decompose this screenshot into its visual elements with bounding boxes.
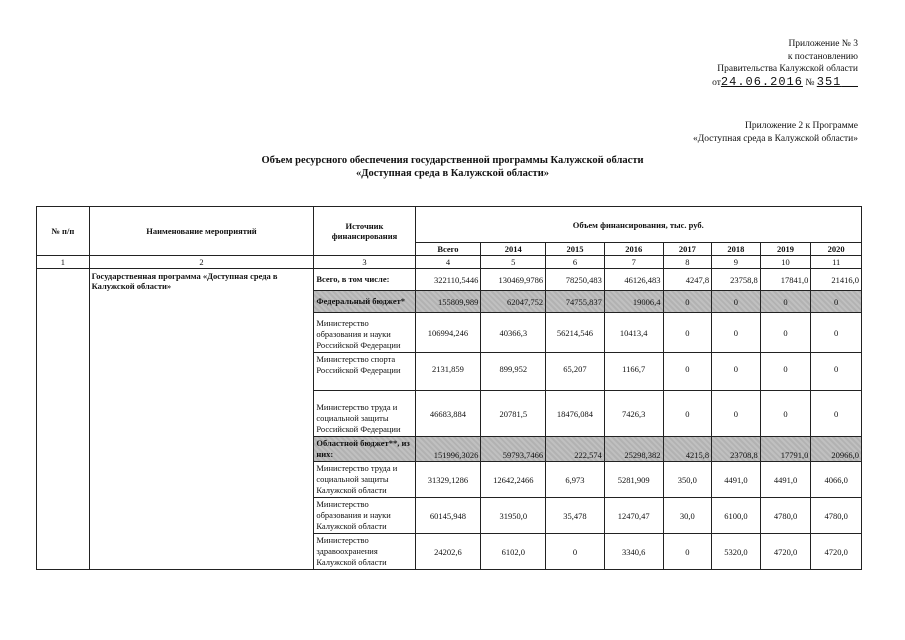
value-cell: 18476,084 [546, 391, 605, 437]
value-cell: 6100,0 [712, 498, 761, 534]
value-cell: 1166,7 [604, 353, 663, 391]
value-cell: 78250,483 [546, 269, 605, 291]
value-cell: 31329,1286 [415, 462, 481, 498]
value-cell: 4215,8 [663, 437, 712, 462]
value-cell: 0 [760, 353, 811, 391]
value-cell: 4780,0 [760, 498, 811, 534]
source-cell: Федеральный бюджет* [314, 291, 415, 313]
header-name: Наименование мероприятий [89, 207, 314, 256]
value-cell: 4491,0 [712, 462, 761, 498]
value-cell: 7426,3 [604, 391, 663, 437]
program-subheader [693, 120, 858, 145]
value-cell: 0 [811, 353, 862, 391]
to-resolution-text: к постановлению [787, 51, 858, 62]
source-cell: Областной бюджет**, из них: [314, 437, 415, 462]
value-cell: 21416,0 [811, 269, 862, 291]
index-cell: 2 [89, 256, 314, 269]
title-line-2: «Доступная среда в Калужской области» [355, 168, 550, 179]
row-number-cell [37, 269, 90, 570]
year-header: 2019 [760, 243, 811, 256]
value-cell: 23708,8 [712, 437, 761, 462]
value-cell: 130469,9786 [481, 269, 546, 291]
year-header: 2017 [663, 243, 712, 256]
source-cell: Всего, в том числе: [314, 269, 415, 291]
source-cell: Министерство здравоохранения Калужской области [314, 534, 415, 570]
resolution-date: 24.06.2016 [720, 74, 803, 89]
index-cell: 9 [712, 256, 761, 269]
year-header: 2018 [712, 243, 761, 256]
header-source: Источник финансирования [314, 207, 415, 256]
value-cell: 46683,884 [415, 391, 481, 437]
value-cell: 0 [760, 391, 811, 437]
appendix-header [712, 38, 858, 89]
value-cell: 222,574 [546, 437, 605, 462]
from-prefix: от [712, 77, 721, 88]
value-cell: 0 [760, 291, 811, 313]
value-cell: 4720,0 [760, 534, 811, 570]
value-cell: 0 [712, 291, 761, 313]
value-cell: 17791,0 [760, 437, 811, 462]
index-cell: 10 [760, 256, 811, 269]
index-cell: 5 [481, 256, 546, 269]
value-cell: 0 [663, 534, 712, 570]
value-cell: 155809,989 [415, 291, 481, 313]
value-cell: 0 [760, 313, 811, 353]
value-cell: 12470,47 [604, 498, 663, 534]
value-cell: 30,0 [663, 498, 712, 534]
value-cell: 5281,909 [604, 462, 663, 498]
value-cell: 65,207 [546, 353, 605, 391]
value-cell: 62047,752 [481, 291, 546, 313]
value-cell: 0 [663, 291, 712, 313]
index-cell: 3 [314, 256, 415, 269]
value-cell: 23758,8 [712, 269, 761, 291]
value-cell: 24202,6 [415, 534, 481, 570]
value-cell: 46126,483 [604, 269, 663, 291]
value-cell: 2131,859 [415, 353, 481, 391]
table-row [37, 269, 862, 291]
index-row [37, 256, 862, 269]
year-header: 2016 [604, 243, 663, 256]
resolution-number: 351 [816, 74, 842, 89]
source-cell: Министерство труда и социальной защиты Калужской области [314, 462, 415, 498]
value-cell: 19006,4 [604, 291, 663, 313]
value-cell: 56214,546 [546, 313, 605, 353]
index-cell: 7 [604, 256, 663, 269]
value-cell: 4066,0 [811, 462, 862, 498]
value-cell: 0 [712, 353, 761, 391]
value-cell: 6,973 [546, 462, 605, 498]
source-cell: Министерство образования и науки Калужской области [314, 498, 415, 534]
year-header: 2014 [481, 243, 546, 256]
value-cell: 0 [811, 391, 862, 437]
value-cell: 0 [811, 291, 862, 313]
source-cell: Министерство спорта Российской Федерации [314, 353, 415, 391]
value-cell: 35,478 [546, 498, 605, 534]
value-cell: 12642,2466 [481, 462, 546, 498]
index-cell: 8 [663, 256, 712, 269]
value-cell: 322110,5446 [415, 269, 481, 291]
value-cell: 0 [663, 313, 712, 353]
index-cell: 6 [546, 256, 605, 269]
value-cell: 4720,0 [811, 534, 862, 570]
index-cell: 11 [811, 256, 862, 269]
index-cell: 4 [415, 256, 481, 269]
value-cell: 0 [712, 391, 761, 437]
source-cell: Министерство образования и науки Российской Федерации [314, 313, 415, 353]
value-cell: 4247,8 [663, 269, 712, 291]
resolution-date-line [712, 76, 858, 90]
subheader-line-2: «Доступная среда в Калужской области» [692, 133, 858, 144]
source-cell: Министерство труда и социальной защиты Российской Федерации [314, 391, 415, 437]
value-cell: 5320,0 [712, 534, 761, 570]
value-cell: 10413,4 [604, 313, 663, 353]
index-cell: 1 [37, 256, 90, 269]
year-header: Всего [415, 243, 481, 256]
program-name: Государственная программа «Доступная среда в Калужской области» [89, 269, 314, 570]
value-cell: 40366,3 [481, 313, 546, 353]
value-cell: 17841,0 [760, 269, 811, 291]
government-text: Правительства Калужской области [717, 64, 858, 74]
header-num: № п/п [37, 207, 90, 256]
appendix-number: Приложение № 3 [788, 39, 858, 49]
value-cell: 60145,948 [415, 498, 481, 534]
value-cell: 6102,0 [481, 534, 546, 570]
value-cell: 106994,246 [415, 313, 481, 353]
subheader-line-1: Приложение 2 к Программе [745, 121, 858, 131]
header-volume: Объем финансирования, тыс. руб. [415, 207, 861, 243]
value-cell: 20966,0 [811, 437, 862, 462]
value-cell: 899,952 [481, 353, 546, 391]
value-cell: 4491,0 [760, 462, 811, 498]
value-cell: 0 [663, 353, 712, 391]
value-cell: 74755,837 [546, 291, 605, 313]
value-cell: 0 [712, 313, 761, 353]
value-cell: 151996,3026 [415, 437, 481, 462]
value-cell: 0 [811, 313, 862, 353]
value-cell: 59793,7466 [481, 437, 546, 462]
year-header: 2015 [546, 243, 605, 256]
value-cell: 350,0 [663, 462, 712, 498]
number-prefix: № [805, 77, 815, 88]
value-cell: 3340,6 [604, 534, 663, 570]
title-line-1: Объем ресурсного обеспечения государственной программы Калужской области [261, 155, 644, 166]
value-cell: 25298,382 [604, 437, 663, 462]
value-cell: 0 [546, 534, 605, 570]
document-title [0, 154, 905, 180]
funding-table [36, 206, 862, 570]
value-cell: 0 [663, 391, 712, 437]
value-cell: 20781,5 [481, 391, 546, 437]
value-cell: 31950,0 [481, 498, 546, 534]
year-header: 2020 [811, 243, 862, 256]
value-cell: 4780,0 [811, 498, 862, 534]
